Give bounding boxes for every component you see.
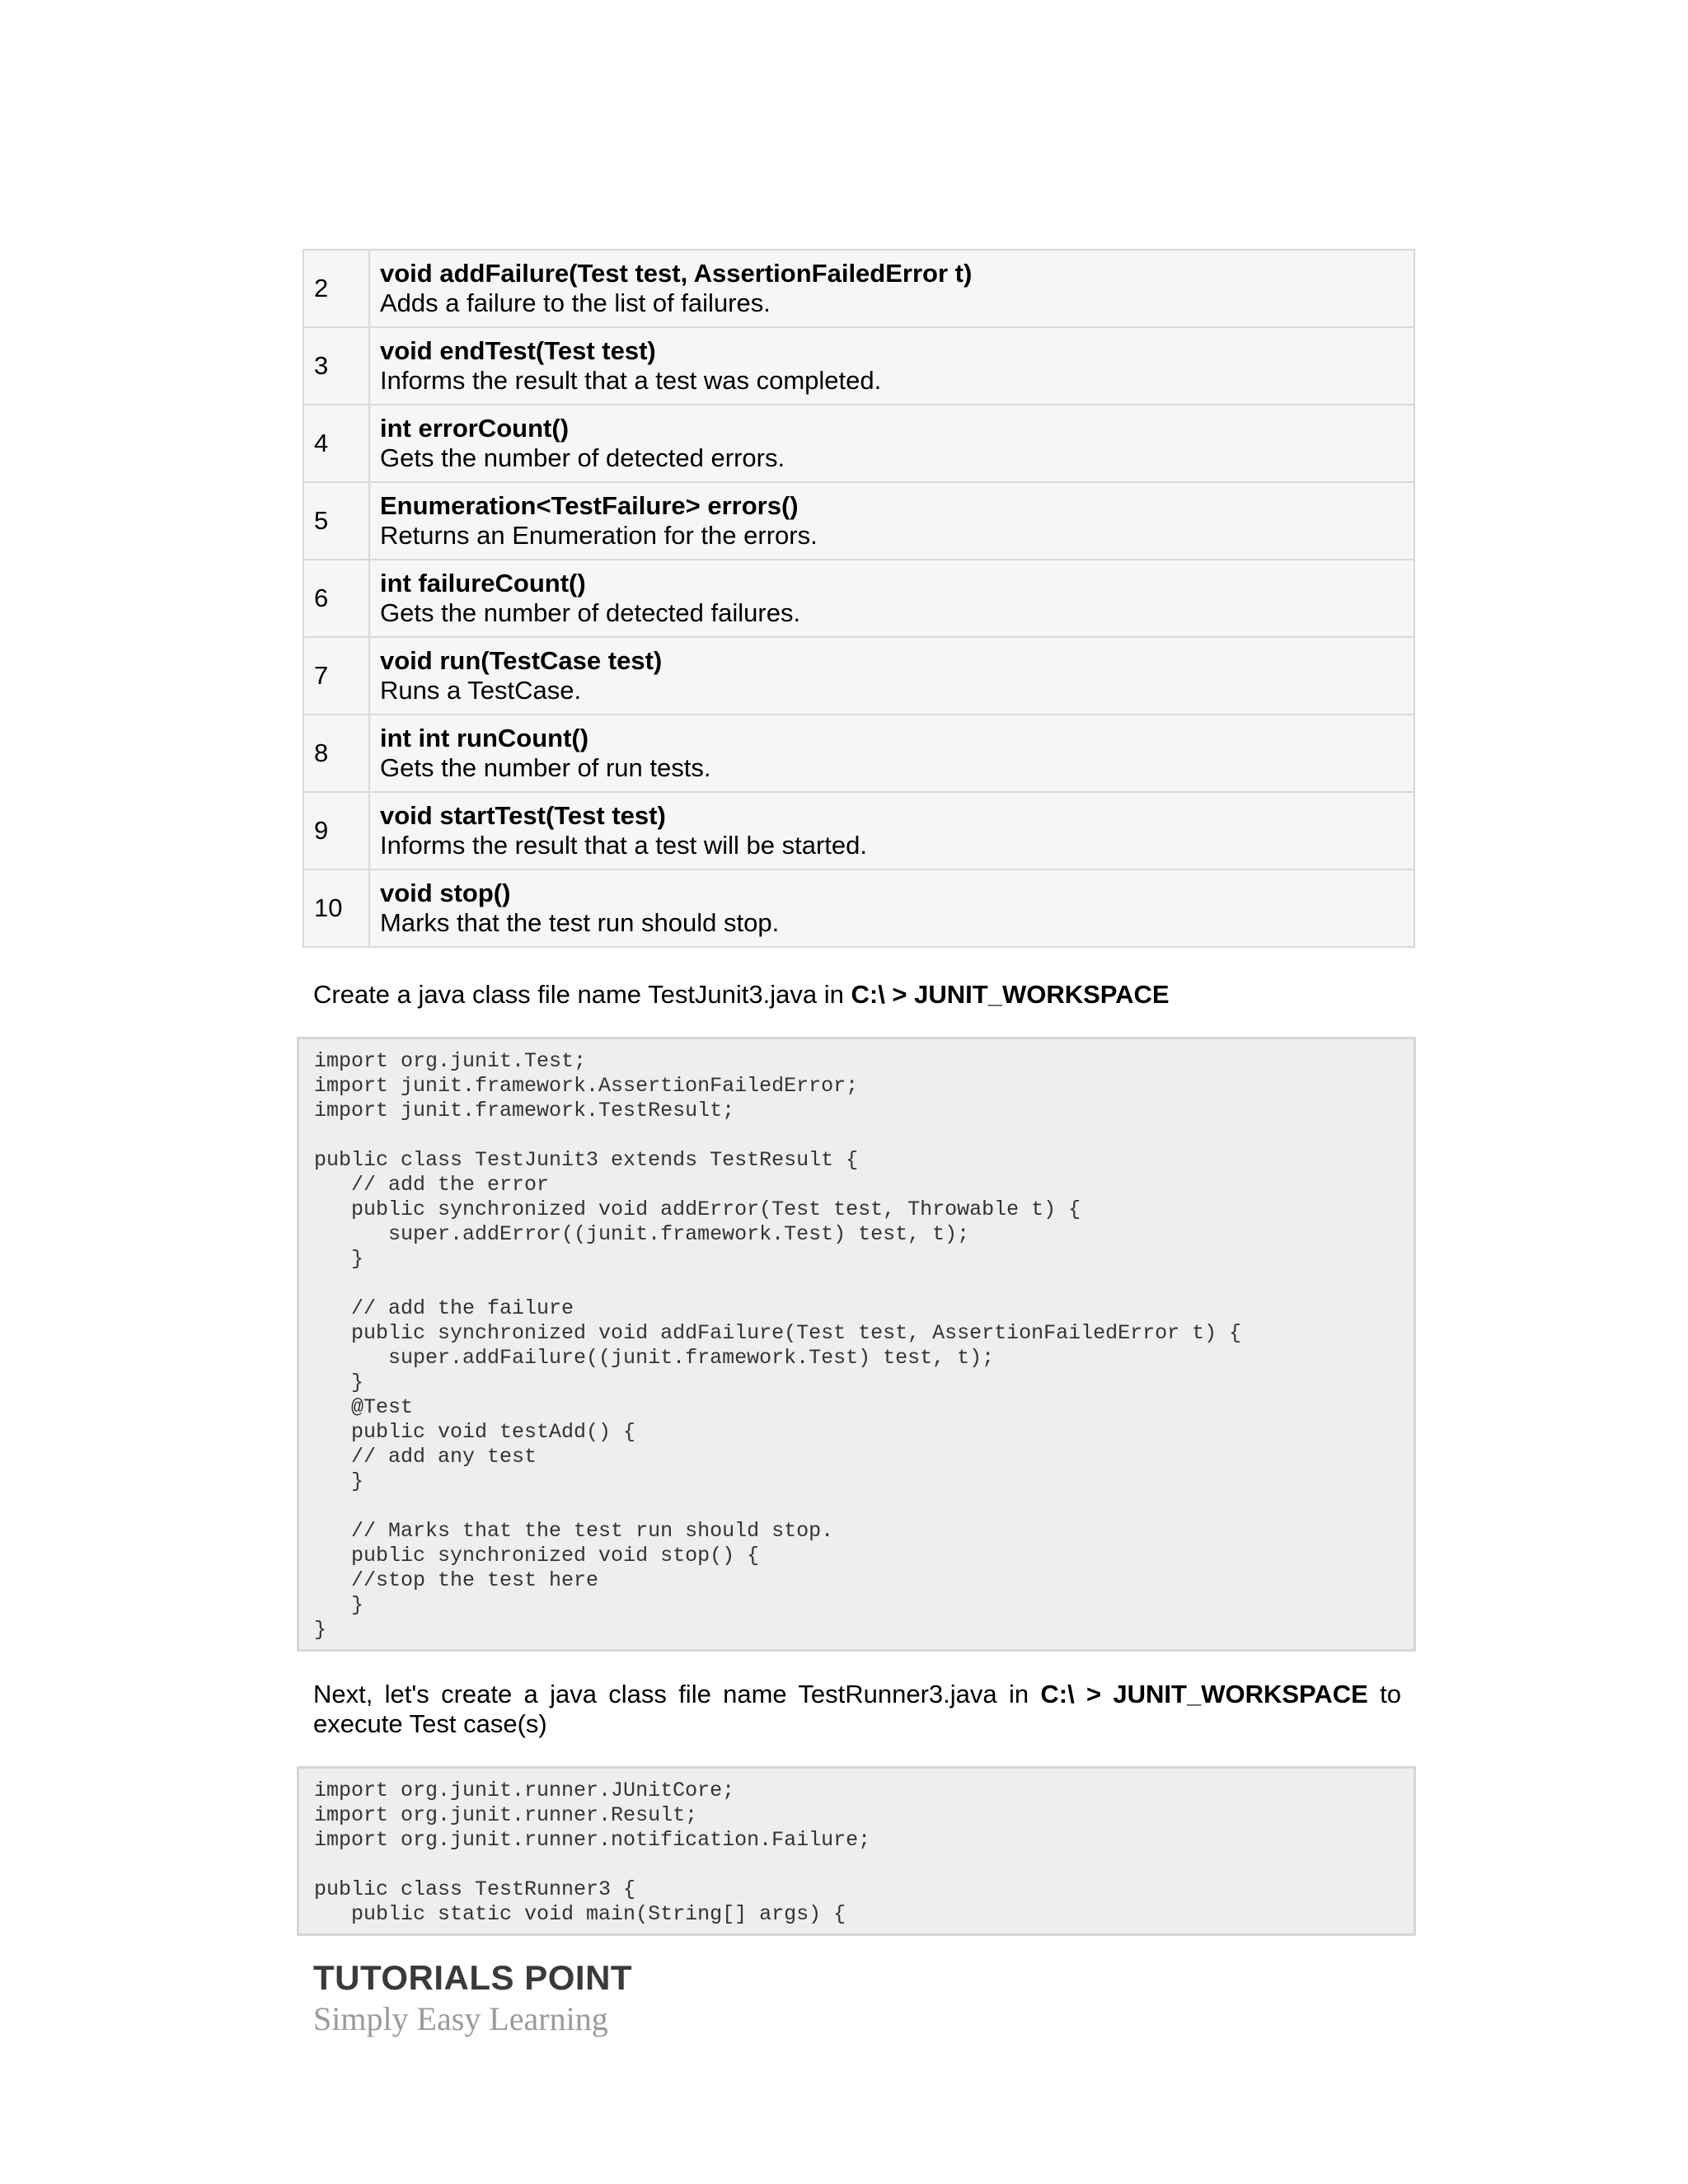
- method-description: Informs the result that a test was completed.: [380, 366, 882, 395]
- code-line: public class TestRunner3 {: [314, 1877, 636, 1901]
- instruction-paragraph-1: [313, 980, 1401, 1010]
- method-signature: void run(TestCase test): [380, 646, 663, 675]
- method-cell: [369, 250, 1414, 327]
- method-signature: void stop(): [380, 879, 511, 907]
- method-signature: void endTest(Test test): [380, 336, 656, 365]
- footer-brand: TUTORIALS POINT: [313, 1958, 633, 1997]
- code-line: public synchronized void addError(Test test, Throwable t) {: [314, 1197, 1081, 1221]
- method-number: 3: [303, 327, 369, 405]
- method-cell: [369, 792, 1414, 869]
- method-cell: [369, 327, 1414, 405]
- footer-tagline: Simply Easy Learning: [313, 2000, 608, 2037]
- code-line: // Marks that the test run should stop.: [314, 1519, 834, 1543]
- method-signature: int failureCount(): [380, 569, 586, 598]
- method-description: Informs the result that a test will be started.: [380, 831, 867, 860]
- code-line: import org.junit.Test;: [314, 1049, 587, 1073]
- code-block-testrunner3: [297, 1766, 1416, 1936]
- method-signature: void startTest(Test test): [380, 801, 666, 830]
- code-line: }: [314, 1469, 364, 1493]
- method-row: [303, 327, 1414, 405]
- method-row: [303, 405, 1414, 482]
- method-row: [303, 482, 1414, 560]
- method-cell: [369, 715, 1414, 792]
- method-description: Adds a failure to the list of failures.: [380, 288, 771, 317]
- code-line: import org.junit.runner.notification.Failure;: [314, 1828, 871, 1852]
- method-cell: [369, 869, 1414, 947]
- method-number: 6: [303, 560, 369, 637]
- code-line: }: [314, 1371, 364, 1394]
- code-line: public synchronized void stop() {: [314, 1544, 760, 1568]
- code-line: import org.junit.runner.JUnitCore;: [314, 1779, 735, 1802]
- method-signature: void addFailure(Test test, AssertionFailedError t): [380, 259, 973, 288]
- workspace-path-1: C:\ > JUNIT_WORKSPACE: [851, 980, 1170, 1009]
- method-number: 4: [303, 405, 369, 482]
- method-row: [303, 715, 1414, 792]
- code-block-testjunit3: [297, 1037, 1416, 1652]
- method-description: Gets the number of run tests.: [380, 753, 711, 782]
- code-line: // add the error: [314, 1173, 550, 1197]
- code-line: super.addFailure((junit.framework.Test) test, t);: [314, 1346, 995, 1370]
- instruction-text-1: Create a java class file name TestJunit3.java in: [313, 980, 851, 1009]
- instruction-paragraph-2: [313, 1680, 1401, 1739]
- code-line: import org.junit.runner.Result;: [314, 1803, 698, 1827]
- method-signature: int errorCount(): [380, 414, 570, 443]
- code-line: // add any test: [314, 1445, 537, 1469]
- method-description: Runs a TestCase.: [380, 676, 582, 705]
- code-line: import junit.framework.AssertionFailedError;: [314, 1074, 859, 1098]
- method-number: 5: [303, 482, 369, 560]
- code-line: super.addError((junit.framework.Test) test, t);: [314, 1222, 970, 1246]
- method-row: [303, 869, 1414, 947]
- method-row: [303, 560, 1414, 637]
- code-line: //stop the test here: [314, 1568, 599, 1592]
- code-line: [314, 1853, 1414, 1877]
- method-description: Marks that the test run should stop.: [380, 908, 780, 937]
- method-row: [303, 792, 1414, 869]
- instruction-text-2: Next, let's create a java class file name TestRunner3.java in: [313, 1680, 1041, 1708]
- methods-table-body: [303, 250, 1414, 947]
- code-line: import junit.framework.TestResult;: [314, 1099, 735, 1122]
- code-line: public void testAdd() {: [314, 1420, 636, 1444]
- method-description: Gets the number of detected failures.: [380, 598, 801, 627]
- code-line: // add the failure: [314, 1296, 574, 1320]
- method-cell: [369, 560, 1414, 637]
- method-row: [303, 637, 1414, 715]
- method-row: [303, 250, 1414, 327]
- code-line: public static void main(String[] args) {: [314, 1902, 846, 1926]
- workspace-path-2: C:\ > JUNIT_WORKSPACE: [1040, 1680, 1368, 1708]
- code-line: }: [314, 1247, 364, 1271]
- method-signature: Enumeration<TestFailure> errors(): [380, 491, 799, 520]
- code-line: public class TestJunit3 extends TestResult {: [314, 1148, 859, 1172]
- method-number: 9: [303, 792, 369, 869]
- instruction-text-2-end: to execute Test case(s): [313, 1680, 1402, 1738]
- method-description: Returns an Enumeration for the errors.: [380, 521, 818, 550]
- code-line: public synchronized void addFailure(Test test, AssertionFailedError t) {: [314, 1321, 1242, 1345]
- method-description: Gets the number of detected errors.: [380, 443, 785, 472]
- method-number: 10: [303, 869, 369, 947]
- code-line: [314, 1272, 1414, 1296]
- code-line: @Test: [314, 1395, 414, 1419]
- methods-table: [302, 249, 1415, 948]
- method-number: 2: [303, 250, 369, 327]
- method-number: 7: [303, 637, 369, 715]
- method-cell: [369, 405, 1414, 482]
- method-signature: int int runCount(): [380, 724, 589, 752]
- code-line: [314, 1494, 1414, 1519]
- code-line: [314, 1123, 1414, 1148]
- method-cell: [369, 482, 1414, 560]
- code-line: }: [314, 1593, 364, 1617]
- method-cell: [369, 637, 1414, 715]
- method-number: 8: [303, 715, 369, 792]
- code-line: }: [314, 1618, 327, 1642]
